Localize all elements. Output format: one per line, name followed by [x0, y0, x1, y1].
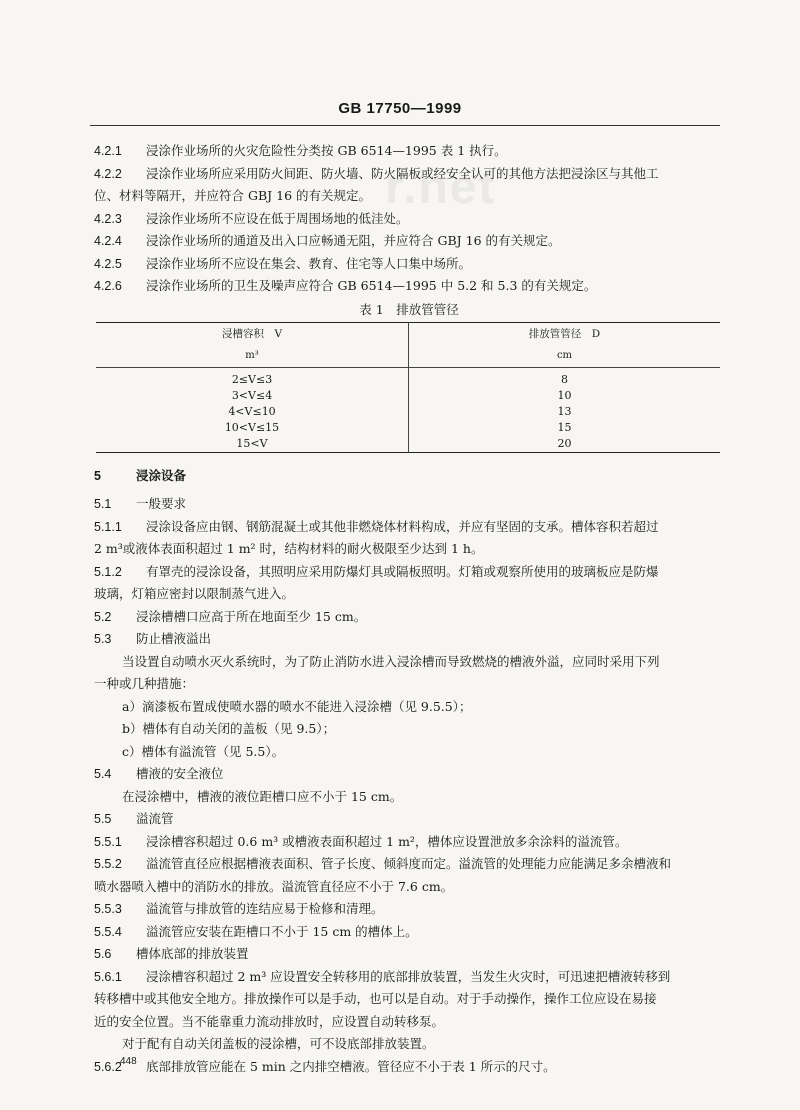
pipe-diameter-table: [96, 322, 720, 453]
clause-number: 5.1: [94, 497, 112, 511]
clause-number: 5.3: [94, 632, 112, 646]
diameter-cell: 10: [557, 388, 572, 402]
clause-line: [94, 988, 724, 1011]
clause-text: 近的安全位置。当不能靠重力流动排放时，应设置自动转移泵。: [94, 1013, 445, 1029]
diameter-cell: 8: [561, 372, 568, 386]
clause-number: 4.2.2: [94, 166, 122, 181]
clause-line: [94, 786, 724, 809]
page-header: GB 17750—1999: [338, 100, 462, 117]
clause-number: 4.2.5: [94, 256, 122, 271]
clause-text: 一种或几种措施：: [94, 676, 195, 691]
clause-text: 浸涂作业场所的卫生及噪声应符合 GB 6514—1995 中 5.2 和 5.3 的有关规定。: [146, 278, 597, 293]
clause-line: [94, 275, 724, 298]
clause-line: [94, 921, 724, 944]
clause-text: 浸涂作业场所应采用防火间距、防火墙、防火隔板或经安全认可的其他方法把浸涂区与其他工: [146, 165, 659, 181]
clause-number: 4.2.4: [94, 234, 122, 248]
section-5-heading: [94, 465, 724, 488]
col-unit-diameter: cm: [409, 345, 721, 368]
clause-number: 5.5.1: [94, 834, 122, 849]
clause-text: 浸涂槽槽口应高于所在地面至少 15 cm。: [136, 608, 367, 624]
clause-text: 玻璃，灯箱应密封以限制蒸气进入。: [94, 586, 295, 601]
clause-line: [94, 943, 724, 966]
clause-line: [94, 538, 724, 561]
clause-text: 浸涂作业场所的火灾危险性分类按 GB 6514—1995 表 1 执行。: [146, 143, 507, 158]
clause-text: a）滴漆板布置成使喷水器的喷水不能进入浸涂槽（见 9.5.5）；: [122, 698, 472, 714]
clause-line: [94, 1056, 724, 1079]
clause-text: 2 m³或液体表面积超过 1 m² 时，结构材料的耐火极限至少达到 1 h。: [94, 541, 484, 556]
table-row: [96, 404, 720, 420]
clause-line: [94, 696, 724, 719]
clause-line: [94, 853, 724, 876]
clause-text: 槽液的安全液位: [136, 766, 224, 781]
clause-line: [94, 763, 724, 786]
clause-line: [94, 628, 724, 651]
clause-text: 防止槽液溢出: [136, 631, 212, 646]
clause-number: 5.5.3: [94, 902, 122, 916]
clause-text: 在浸涂槽中，槽液的液位距槽口应不小于 15 cm。: [122, 788, 403, 804]
clause-text: 浸涂作业场所不应设在低于周围场地的低洼处。: [146, 210, 409, 226]
clause-line: [94, 966, 724, 989]
clause-line: [94, 1033, 724, 1056]
clause-line: [94, 561, 724, 584]
diameter-cell: 15: [557, 420, 572, 434]
clause-text: 位、材料等隔开，并应符合 GBJ 16 的有关规定。: [94, 188, 372, 203]
table-row: [96, 388, 720, 404]
clause-number: 5.5: [94, 812, 112, 826]
clause-line: [94, 583, 724, 606]
clause-line: [94, 651, 724, 674]
clause-number: 5.5.4: [94, 924, 122, 939]
section-title: 浸涂设备: [136, 468, 187, 483]
clause-line: [94, 718, 724, 741]
clause-number: 5.4: [94, 767, 112, 781]
col-unit-volume: m³: [96, 345, 409, 368]
clauses-4-2: [94, 140, 724, 298]
clause-line: [94, 876, 724, 899]
clause-text: 对于配有自动关闭盖板的浸涂槽，可不设底部排放装置。: [122, 1036, 435, 1051]
clause-text: 浸涂槽容积超过 0.6 m³ 或槽液表面积超过 1 m²，槽体应设置泄放多余涂料的溢流管。: [146, 833, 628, 849]
clause-text: 有罩壳的浸涂设备，其照明应采用防爆灯具或隔板照明。灯箱或观察所使用的玻璃板应是防爆: [146, 563, 659, 579]
clause-line: [94, 163, 724, 186]
clause-number: 4.2.6: [94, 279, 122, 293]
clause-text: 一般要求: [136, 496, 187, 511]
clause-text: 溢流管直径应根据槽液表面积、管子长度、倾斜度而定。溢流管的处理能力应能满足多余槽液和: [146, 856, 672, 871]
clause-text: 底部排放管应能在 5 min 之内排空槽液。管径应不小于表 1 所示的尺寸。: [146, 1058, 556, 1074]
diameter-cell: 20: [557, 436, 572, 450]
clause-text: 浸涂作业场所的通道及出入口应畅通无阻，并应符合 GBJ 16 的有关规定。: [146, 233, 561, 248]
clause-line: [94, 673, 724, 696]
clause-line: [94, 808, 724, 831]
clause-line: [94, 230, 724, 253]
main-content: [94, 140, 724, 1078]
clause-text: 浸涂设备应由钢、钢筋混凝土或其他非燃烧体材料构成，并应有坚固的支承。槽体容积若超过: [146, 518, 659, 534]
clause-text: 槽体底部的排放装置: [136, 946, 249, 961]
clause-number: 4.2.3: [94, 211, 122, 226]
clause-text: c）槽体有溢流管（见 5.5）。: [122, 743, 285, 759]
clause-number: 5.1.1: [94, 519, 122, 534]
clause-line: [94, 185, 724, 208]
clause-number: 5.6: [94, 947, 112, 961]
clause-text: 浸涂作业场所不应设在集会、教育、住宅等人口集中场所。: [146, 255, 472, 271]
table-title: 表 1 排放管管径: [359, 301, 459, 317]
clause-line: [94, 493, 724, 516]
section-number: 5: [94, 468, 101, 483]
table-body: [96, 367, 720, 452]
clause-number: 4.2.1: [94, 144, 122, 158]
volume-range-cell: 15<V: [96, 436, 409, 453]
section-5-body: [94, 493, 724, 1078]
clause-text: 溢流管: [136, 811, 174, 826]
volume-range-cell: 10<V≤15: [96, 420, 409, 436]
header-rule: [90, 125, 720, 126]
page-number: 448: [120, 1056, 137, 1067]
clause-line: [94, 208, 724, 231]
clause-text: 当设置自动喷水灭火系统时，为了防止消防水进入浸涂槽而导致燃烧的槽液外溢，应同时采用下列: [122, 653, 660, 669]
volume-range-cell: 3<V≤4: [96, 388, 409, 404]
clause-text: b）槽体有自动关闭的盖板（见 9.5）；: [122, 721, 336, 736]
col-header-diameter: 排放管管径 D: [528, 327, 601, 340]
watermark: r.net: [385, 161, 497, 214]
clause-text: 溢流管应安装在距槽口不小于 15 cm 的槽体上。: [146, 923, 418, 939]
clause-line: [94, 253, 724, 276]
volume-range-cell: 4<V≤10: [96, 404, 409, 420]
clause-line: [94, 606, 724, 629]
clause-number: 5.6.2: [94, 1059, 122, 1074]
clause-number: 5.2: [94, 609, 112, 624]
clause-line: [94, 140, 724, 163]
clause-text: 转移槽中或其他安全地方。排放操作可以是手动，也可以是自动。对于手动操作，操作工位应设在易接: [94, 991, 657, 1006]
clause-number: 5.5.2: [94, 857, 122, 871]
clause-text: 喷水器喷入槽中的消防水的排放。溢流管直径应不小于 7.6 cm。: [94, 878, 454, 894]
diameter-cell: 13: [557, 404, 572, 418]
clause-text: 浸涂槽容积超过 2 m³ 应设置安全转移用的底部排放装置，当发生火灾时，可迅速把槽液转移到: [146, 968, 671, 984]
col-header-volume: 浸槽容积 V: [96, 322, 409, 345]
table-row: [96, 367, 720, 388]
clause-line: [94, 516, 724, 539]
clause-line: [94, 1011, 724, 1034]
clause-line: [94, 898, 724, 921]
clause-number: 5.6.1: [94, 969, 122, 984]
clause-text: 溢流管与排放管的连结应易于检修和清理。: [146, 901, 384, 916]
clause-line: [94, 741, 724, 764]
clause-line: [94, 831, 724, 854]
table-row: [96, 420, 720, 436]
clause-number: 5.1.2: [94, 564, 122, 579]
table-row: [96, 436, 720, 453]
volume-range-cell: 2≤V≤3: [96, 367, 409, 388]
